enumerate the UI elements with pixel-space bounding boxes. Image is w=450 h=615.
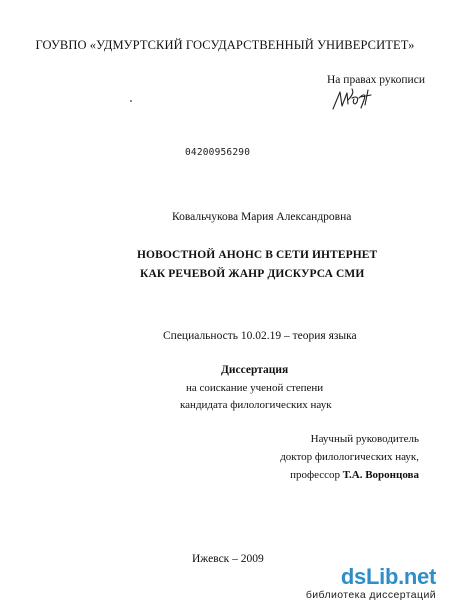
supervisor-name-line xyxy=(290,469,419,481)
supervisor-degree: доктор филологических наук, xyxy=(280,451,419,463)
dissertation-title-line1: НОВОСТНОЙ АНОНС В СЕТИ ИНТЕРНЕТ xyxy=(137,249,378,261)
supervisor-title: профессор xyxy=(290,469,341,481)
city-year: Ижевск – 2009 xyxy=(192,553,264,565)
specialty-line: Специальность 10.02.19 – теория языка xyxy=(163,330,357,342)
supervisor-name: Т.А. Воронцова xyxy=(342,469,419,481)
supervisor-role: Научный руководитель xyxy=(310,433,419,445)
watermark-subtitle: библиотека диссертаций xyxy=(305,589,436,601)
degree-line1: на соискание ученой степени xyxy=(186,382,324,394)
document-type: Диссертация xyxy=(221,364,289,376)
author-name: Ковальчукова Мария Александровна xyxy=(172,211,352,223)
archive-code: 04200956290 xyxy=(185,147,251,158)
university-name: ГОУВПО «УДМУРТСКИЙ ГОСУДАРСТВЕННЫЙ УНИВЕРСИТЕТ» xyxy=(35,38,415,52)
watermark-logo: dsLib.net xyxy=(340,564,436,589)
dslib-watermark xyxy=(306,565,436,601)
degree-line2: кандидата филологических наук xyxy=(180,399,332,411)
manuscript-rights-note: На правах рукописи xyxy=(327,74,425,86)
dissertation-title-line2: КАК РЕЧЕВОЙ ЖАНР ДИСКУРСА СМИ xyxy=(140,268,365,280)
handwritten-signature xyxy=(330,84,384,114)
scan-speck xyxy=(130,100,132,102)
